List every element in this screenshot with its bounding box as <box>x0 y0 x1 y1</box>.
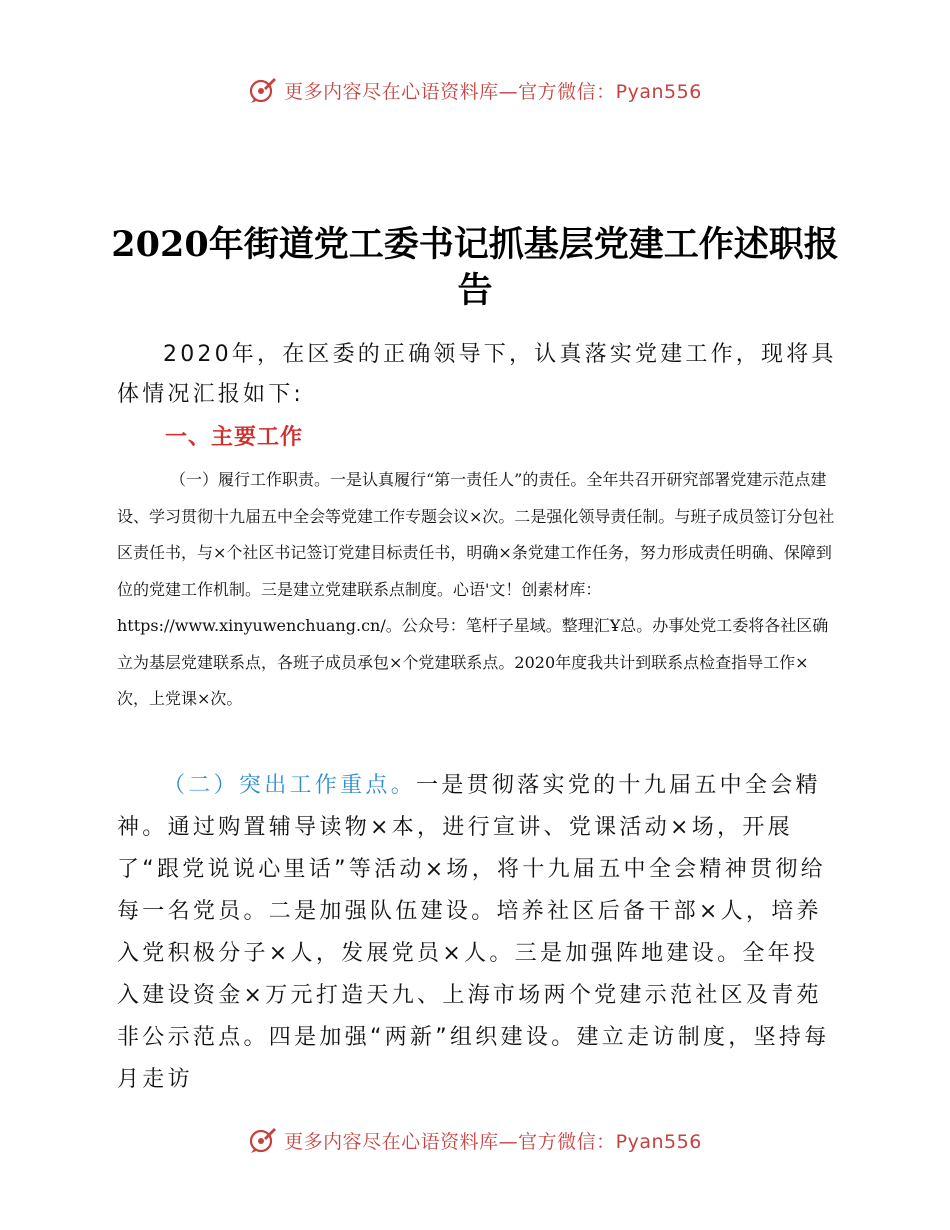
header-banner <box>0 70 950 110</box>
paragraph-priorities-lead: （二）突出工作重点。 <box>163 773 417 798</box>
footer-banner <box>0 1120 950 1160</box>
paragraph-duties-text: （一）履行工作职责。一是认真履行“第一责任人”的责任。全年共召开研究部署党建示范点建设、学习贯彻十九届五中全会等党建工作专题会议×次。二是强化领导责任制。与班子成员签订分包社区责任书，与×个社区书记签订党建目标责任书，明确×条党建工作任务，努力形成责任明确、保障到位的党建工作机制。三是建立党建联系点制度。心语'文！创素材库：https://www.xinyuwenchuang.cn/。公众号：笔杆子星域。整理汇Ұ总。办事处党工委将各社区确立为基层党建联系点，各班子成员承包×个党建联系点。2020年度我共计到联系点检查指导工作×次，上党课×次。 <box>117 470 835 708</box>
intro-paragraph <box>117 335 837 415</box>
section-heading: 一、主要工作 <box>165 425 304 450</box>
intro-text: 2020年，在区委的正确领导下，认真落实党建工作，现将具体情况汇报如下: <box>117 342 837 407</box>
paragraph-duties <box>117 462 837 718</box>
pen-logo-icon <box>248 1125 278 1155</box>
banner-text: 更多内容尽在心语资料库—官方微信：Pyan556 <box>284 80 702 103</box>
banner-text: 更多内容尽在心语资料库—官方微信：Pyan556 <box>284 1130 702 1153</box>
document-title: 2020年街道党工委书记抓基层党建工作述职报告 <box>111 224 839 311</box>
paragraph-priorities-text: 一是贯彻落实党的十九届五中全会精神。通过购置辅导读物×本，进行宣讲、党课活动×场，开展了“跟党说说心里话”等活动×场，将十九届五中全会精神贯彻给每一名党员。二是加强队伍建设。培养社区后备干部×人，培养入党积极分子×人，发展党员×人。三是加强阵地建设。全年投入建设资金×万元打造天九、上海市场两个党建示范社区及青苑非公示范点。四是加强“两新”组织建设。建立走访制度，坚持每月走访 <box>117 773 830 1092</box>
paragraph-priorities-body <box>117 765 837 1101</box>
paragraph-priorities <box>117 765 837 1101</box>
pen-logo-icon <box>248 75 278 105</box>
